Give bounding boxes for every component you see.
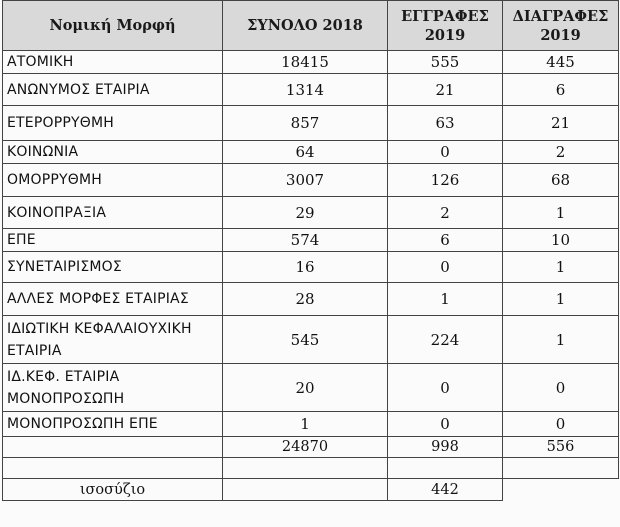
table-row: [3, 283, 619, 316]
legal-forms-table: [2, 0, 619, 501]
balance-value: 442: [388, 479, 503, 501]
cell-deletions-2019: 2: [503, 141, 619, 164]
cell-legal-form: ΚΟΙΝΟΠΡΑΞΙΑ: [3, 197, 223, 229]
balance-empty-cell: [223, 479, 388, 501]
cell-legal-form: ΕΠΕ: [3, 229, 223, 252]
table-row: [3, 197, 619, 229]
cell-deletions-2019: 0: [503, 412, 619, 437]
cell-registrations-2019: 555: [388, 51, 503, 74]
table-row: [3, 141, 619, 164]
cell-total-2018: 29: [223, 197, 388, 229]
cell-registrations-2019: 0: [388, 412, 503, 437]
cell-legal-form: ΣΥΝΕΤΑΙΡΙΣΜΟΣ: [3, 252, 223, 283]
header-row: [3, 1, 619, 51]
cell-registrations-2019: 224: [388, 316, 503, 364]
cell-registrations-2019: 2: [388, 197, 503, 229]
cell-legal-form: ΙΔΙΩΤΙΚΗ ΚΕΦΑΛΑΙΟΥΧΙΚΗ ΕΤΑΙΡΙΑ: [3, 316, 223, 364]
cell-total-2018: 16: [223, 252, 388, 283]
cell-total-2018: 3007: [223, 164, 388, 197]
cell-total-2018: 20: [223, 364, 388, 412]
cell-registrations-2019: 63: [388, 106, 503, 141]
cell-total-2018: 574: [223, 229, 388, 252]
cell-legal-form: ΑΤΟΜΙΚΗ: [3, 51, 223, 74]
cell-legal-form: ΑΛΛΕΣ ΜΟΡΦΕΣ ΕΤΑΙΡΙΑΣ: [3, 283, 223, 316]
cell-deletions-2019: 6: [503, 74, 619, 106]
header-total-2018: ΣΥΝΟΛΟ 2018: [223, 1, 388, 51]
cell-total-2018: 857: [223, 106, 388, 141]
cell-legal-form: ΕΤΕΡΟΡΡΥΘΜΗ: [3, 106, 223, 141]
table-row: [3, 316, 619, 364]
table-row: [3, 252, 619, 283]
cell-deletions-2019: 1: [503, 197, 619, 229]
cell-total-2018: 1: [223, 412, 388, 437]
cell-registrations-2019: 126: [388, 164, 503, 197]
cell-total-2018: 64: [223, 141, 388, 164]
header-registrations-2019: ΕΓΓΡΑΦΕΣ 2019: [388, 1, 503, 51]
cell-total-2018: 28: [223, 283, 388, 316]
spacer-row: [3, 458, 619, 479]
cell-registrations-2019: 1: [388, 283, 503, 316]
cell-registrations-2019: 0: [388, 252, 503, 283]
balance-row: [3, 479, 619, 501]
spacer-cell: [388, 458, 503, 479]
cell-deletions-2019: 1: [503, 316, 619, 364]
balance-trailing-cell: [503, 479, 619, 501]
cell-legal-form: ΚΟΙΝΩΝΙΑ: [3, 141, 223, 164]
cell-registrations-2019: 0: [388, 364, 503, 412]
cell-legal-form: ΙΔ.ΚΕΦ. ΕΤΑΙΡΙΑ ΜΟΝΟΠΡΟΣΩΠΗ: [3, 364, 223, 412]
totals-empty-cell: [3, 437, 223, 458]
table-row: [3, 164, 619, 197]
cell-deletions-2019: 68: [503, 164, 619, 197]
cell-deletions-2019: 21: [503, 106, 619, 141]
total-2018-sum: 24870: [223, 437, 388, 458]
table-row: [3, 74, 619, 106]
cell-total-2018: 545: [223, 316, 388, 364]
cell-total-2018: 1314: [223, 74, 388, 106]
cell-deletions-2019: 1: [503, 252, 619, 283]
cell-registrations-2019: 0: [388, 141, 503, 164]
table-row: [3, 51, 619, 74]
cell-registrations-2019: 21: [388, 74, 503, 106]
table-row: [3, 412, 619, 437]
header-legal-form: Νομική Μορφή: [3, 1, 223, 51]
spacer-cell: [503, 458, 619, 479]
cell-legal-form: ΜΟΝΟΠΡΟΣΩΠΗ ΕΠΕ: [3, 412, 223, 437]
spacer-cell: [3, 458, 223, 479]
cell-registrations-2019: 6: [388, 229, 503, 252]
spacer-cell: [223, 458, 388, 479]
cell-total-2018: 18415: [223, 51, 388, 74]
cell-deletions-2019: 1: [503, 283, 619, 316]
cell-deletions-2019: 10: [503, 229, 619, 252]
registrations-2019-sum: 998: [388, 437, 503, 458]
balance-label: ισοσύζιο: [3, 479, 223, 501]
cell-deletions-2019: 445: [503, 51, 619, 74]
cell-legal-form: ΑΝΩΝΥΜΟΣ ΕΤΑΙΡΙΑ: [3, 74, 223, 106]
table-row: [3, 364, 619, 412]
deletions-2019-sum: 556: [503, 437, 619, 458]
header-deletions-2019: ΔΙΑΓΡΑΦΕΣ 2019: [503, 1, 619, 51]
table-row: [3, 229, 619, 252]
cell-legal-form: ΟΜΟΡΡΥΘΜΗ: [3, 164, 223, 197]
table-row: [3, 106, 619, 141]
totals-row: [3, 437, 619, 458]
cell-deletions-2019: 0: [503, 364, 619, 412]
